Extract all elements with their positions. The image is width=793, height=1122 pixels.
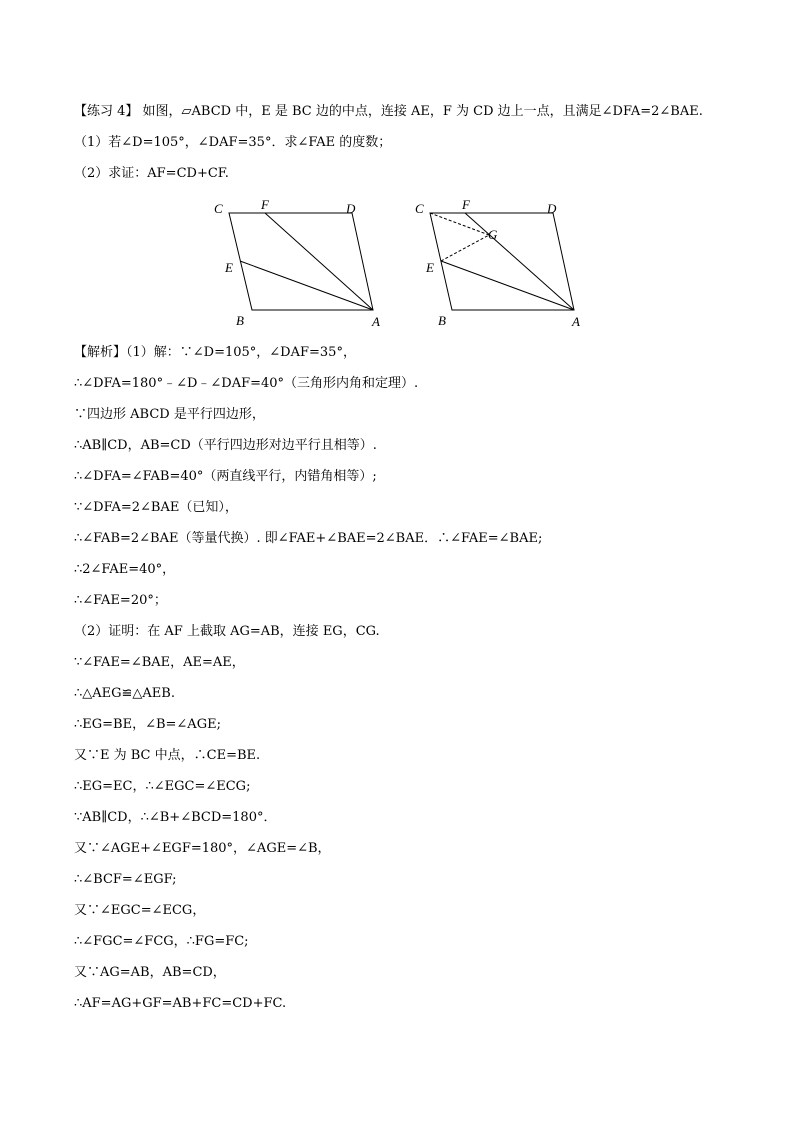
solution-line: 又∵∠AGE+∠EGF=180°，∠AGE=∠B， — [74, 841, 331, 856]
label-b: B — [236, 313, 244, 328]
problem-line-1: 【练习 4】 如图，▱ABCD 中，E 是 BC 边的中点，连接 AE，F 为 CD 边上一点，且满足∠DFA=2∠BAE. — [74, 104, 703, 119]
parallelogram-abcd — [229, 213, 373, 310]
solution-line: ∴∠FAE=20°； — [74, 593, 167, 608]
label-c: C — [415, 201, 424, 216]
solution-line: ∵AB∥CD，∴∠B+∠BCD=180°． — [74, 810, 277, 825]
label-a: A — [572, 314, 580, 329]
solution-line: 【解析】（1）解：∵∠D=105°，∠DAF=35°， — [74, 345, 356, 360]
label-e: E — [426, 260, 434, 275]
label-e: E — [225, 260, 233, 275]
solution-line: ∵四边形 ABCD 是平行四边形， — [74, 407, 265, 422]
parallelogram-abcd — [430, 213, 574, 310]
solution-line: ∵∠FAE=∠BAE，AE=AE， — [74, 655, 245, 670]
segment-eg — [441, 235, 489, 261]
segment-ae — [240, 261, 373, 310]
solution-line: （2）证明：在 AF 上截取 AG=AB，连接 EG，CG. — [74, 624, 380, 639]
solution-line: ∴EG=EC，∴∠EGC=∠ECG; — [74, 779, 251, 794]
solution-line: ∴AF=AG+GF=AB+FC=CD+FC. — [74, 996, 287, 1011]
solution-line: 又∵E 为 BC 中点，∴CE=BE. — [74, 748, 261, 763]
label-g: G — [488, 227, 498, 242]
segment-cg — [430, 213, 489, 235]
label-f: F — [462, 197, 470, 212]
label-f: F — [261, 197, 269, 212]
solution-line: ∴∠DFA=∠FAB=40°（两直线平行，内错角相等）; — [74, 469, 377, 484]
segment-af — [465, 213, 574, 310]
solution-line: 又∵∠EGC=∠ECG， — [74, 903, 206, 918]
solution-line: ∴∠DFA=180°﹣∠D﹣∠DAF=40°（三角形内角和定理）. — [74, 376, 419, 391]
solution-line: ∴△AEG≌△AEB. — [74, 686, 175, 701]
segment-ae — [441, 261, 574, 310]
solution-line: ∴EG=BE，∠B=∠AGE; — [74, 717, 221, 732]
figure-parallelogram-1 — [205, 195, 395, 330]
label-b: B — [438, 313, 446, 328]
label-d: D — [346, 201, 356, 216]
label-c: C — [214, 201, 223, 216]
figure-parallelogram-2 — [410, 195, 600, 330]
segment-af — [265, 213, 373, 310]
label-d: D — [547, 201, 557, 216]
solution-line: ∴∠FGC=∠FCG，∴FG=FC; — [74, 934, 249, 949]
solution-line: ∴2∠FAE=40°， — [74, 562, 176, 577]
label-a: A — [372, 314, 380, 329]
solution-line: 又∵AG=AB，AB=CD， — [74, 965, 226, 980]
solution-line: ∵∠DFA=2∠BAE（已知）， — [74, 500, 238, 515]
solution-line: ∴∠FAB=2∠BAE（等量代换）. 即∠FAE+∠BAE=2∠BAE．∴∠FAE=∠BAE; — [74, 531, 543, 546]
problem-line-2: （1）若∠D=105°，∠DAF=35°．求∠FAE 的度数； — [74, 135, 392, 150]
solution-line: ∴∠BCF=∠EGF; — [74, 872, 177, 887]
problem-line-3: （2）求证：AF=CD+CF. — [74, 166, 229, 181]
solution-line: ∴AB∥CD，AB=CD（平行四边形对边平行且相等）. — [74, 438, 377, 453]
